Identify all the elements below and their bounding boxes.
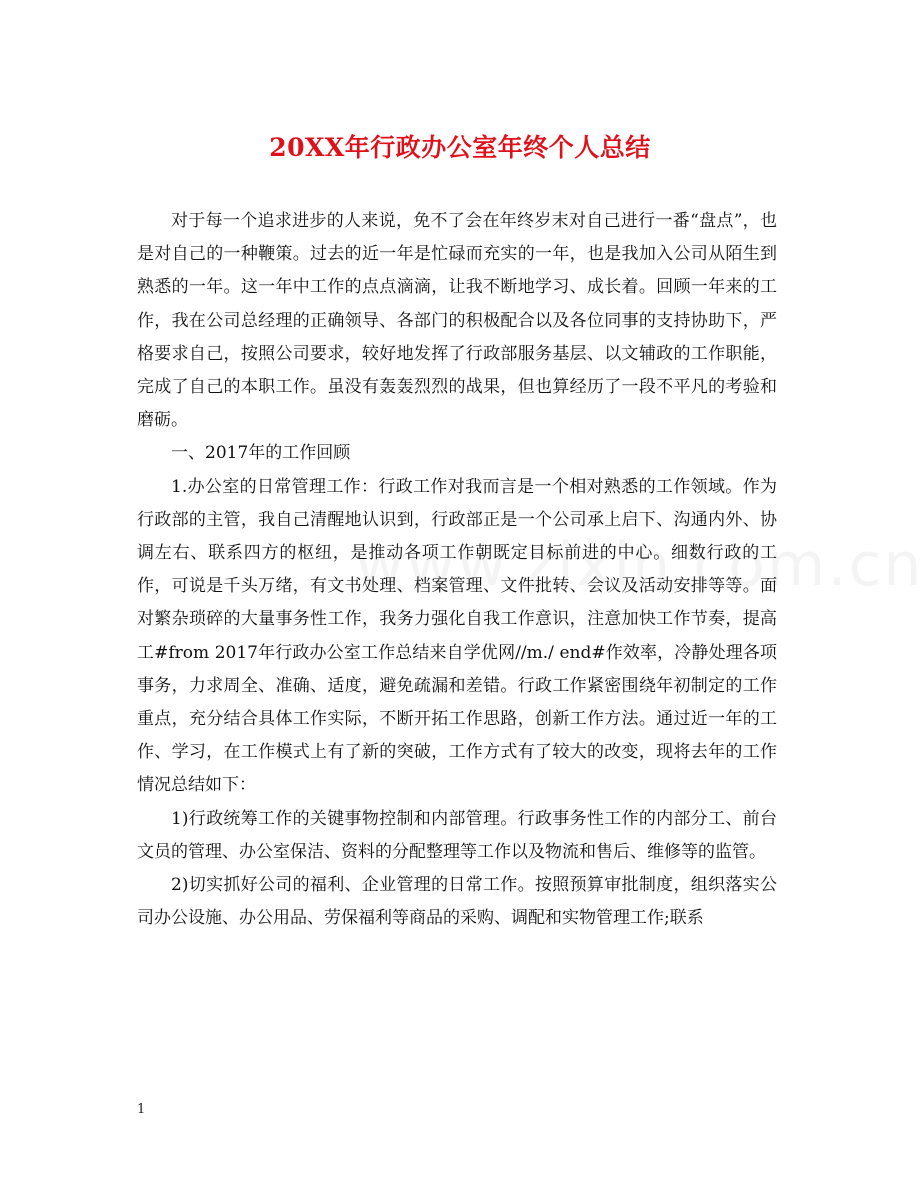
section-heading: 一、2017年的工作回顾	[171, 443, 351, 464]
document-body	[137, 205, 777, 935]
page-number: 1	[137, 1102, 146, 1117]
paragraph-item-2: 2)切实抓好公司的福利、企业管理的日常工作。按照预算审批制度，组织落实公司办公设施、办公用品、劳保福利等商品的采购、调配和实物管理工作;联系	[137, 875, 777, 929]
intro-paragraph: 对于每一个追求进步的人来说，免不了会在年终岁末对自己进行一番“盘点”，也是对自己的一种鞭策。过去的近一年是忙碌而充实的一年，也是我加入公司从陌生到熟悉的一年。这一年中工作的点点滴滴，让我不断地学习、成长着。回顾一年来的工作，我在公司总经理的正确领导、各部门的积极配合以及各位同事的支持协助下，严格要求自己，按照公司要求，较好地发挥了行政部服务基层、以文辅政的工作职能，完成了自己的本职工作。虽没有轰轰烈烈的战果，但也算经历了一段不平凡的考验和磨砺。	[137, 211, 777, 431]
paragraph-daily-management: 1.办公室的日常管理工作：行政工作对我而言是一个相对熟悉的工作领域。作为行政部的主管，我自己清醒地认识到，行政部正是一个公司承上启下、沟通内外、协调左右、联系四方的枢纽，是推动各项工作朝既定目标前进的中心。细数行政的工作，可说是千头万绪，有文书处理、档案管理、文件批转、会议及活动安排等等。面对繁杂琐碎的大量事务性工作，我务力强化自我工作意识，注意加快工作节奏，提高工#from 2017年行政办公室工作总结来自学优网//m./ end#作效率，冷静处理各项事务，力求周全、准确、适度，避免疏漏和差错。行政工作紧密围绕年初制定的工作重点，充分结合具体工作实际，不断开拓工作思路，创新工作方法。通过近一年的工作、学习，在工作模式上有了新的突破，工作方式有了较大的改变，现将去年的工作情况总结如下：	[137, 476, 777, 796]
paragraph-item-1: 1)行政统筹工作的关键事物控制和内部管理。行政事务性工作的内部分工、前台文员的管理、办公室保洁、资料的分配整理等工作以及物流和售后、维修等的监管。	[137, 808, 777, 862]
page-title: 20XX年行政办公室年终个人总结	[269, 133, 651, 162]
